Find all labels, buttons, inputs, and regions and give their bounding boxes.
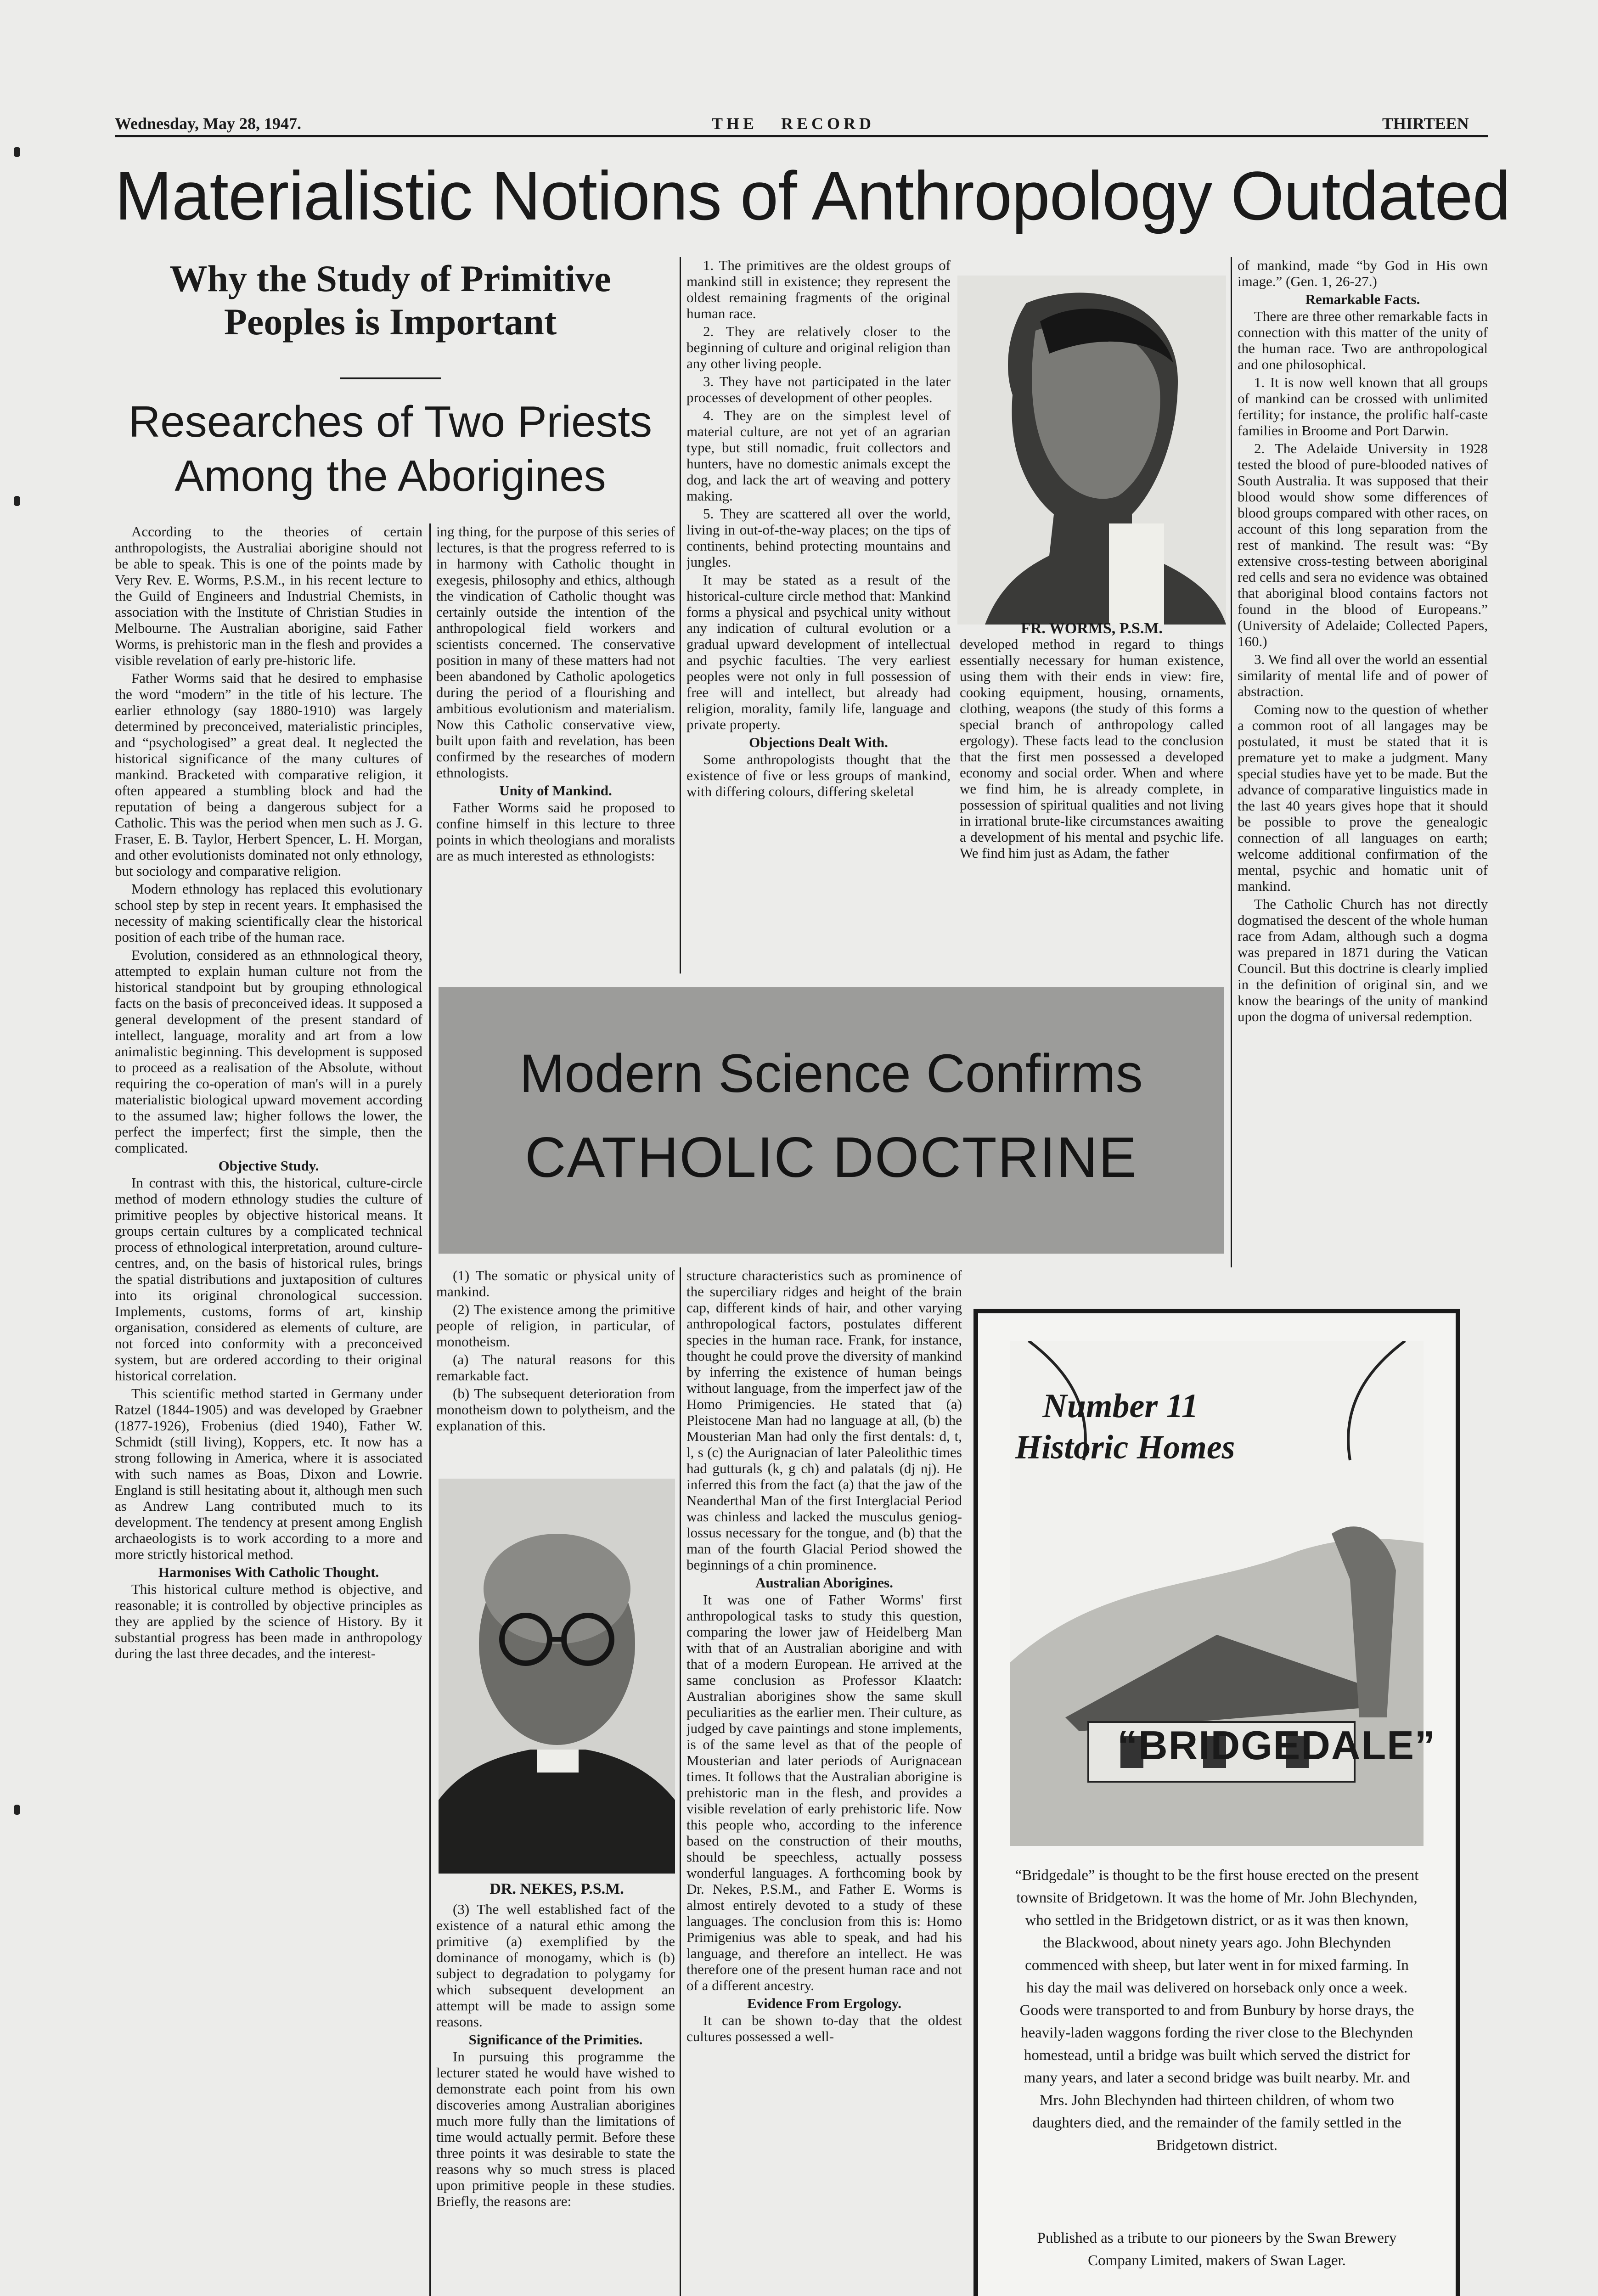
ad-footer-text: Published as a tribute to our pioneers by the Swan Brewery Company Limited, makers of Swan Lager. bbox=[1037, 2230, 1397, 2269]
paragraph: Father Worms said that he desired to emphasise the word “modern” in the title of his lecture. The earlier ethnology (say 1880-1910) was largely determined by preconceived, materialistic principles, and “psychologised” a great deal. It neglected the historical significance of the many cultures of mankind. Bracketed with comparative religion, it often appeared a stumbling block and had the reputation of being a dangerous subject for a Catholic. This was the period when men such as J. G. Fraser, E. B. Taylor, Herbert Spencer, L. H. Morgan, and other evolutionists dominated not only ethnology, but sociology and comparative religion. bbox=[115, 670, 422, 879]
paragraph: developed method in regard to things essentially necessary for human existence, using them with their ends in view: fire, cooking equipment, housing, ornaments, clothing, weapons (the study of this forms a special branch of anthropology called ergology). These facts lead to the conclusion that the first men possessed a developed economy and social order. When and where we find him, he is already complete, in possession of spiritual qualities and not living in irrational brute-like circumstances awaiting a development of his mental and psychic life. We find him just as Adam, the father bbox=[960, 636, 1224, 861]
paragraph: According to the theories of certain anthropologists, the Australiai aborigine should not be able to speak. This is one of the points made by Very Rev. E. Worms, P.S.M., in his recent lecture to the Guild of Engineers and Industrial Chemists, in association with the Institute of Christian Studies in Melbourne. The Australian aborigine, said Father Worms, is prehistoric man in the flesh and provides a visible revelation of early pre-historic life. bbox=[115, 523, 422, 668]
article-column-1 bbox=[115, 523, 422, 2296]
paragraph: (1) The somatic or physical unity of mankind. bbox=[436, 1267, 675, 1300]
paragraph: structure characteristics such as prominence of the superciliary ridges and height of the brain cap, different kinds of hair, and other varying anthropological factors, postulates different species in the human race. Frank, for instance, thought he could prove the diversity of mankind by inferring the existence of human beings without language, from the imperfect jaw of the Homo Primigencies. He stated that (a) Pleistocene Man had no language at all, (b) the Mousterian Man had only the first dentals: d, t, l, s (c) the Aurignacian of later Paleolithic times had gutturals (k, g ch) and palatals (dj nj). He inferred this from the fact (a) that the jaw of the Neanderthal Man of the first Interglacial Period was chinless and lacked the musculus genioglossus necessary for the tongue, and (b) that the man of the fourth Glacial Period showed the beginnings of a chin prominence. bbox=[686, 1267, 962, 1573]
column-rule bbox=[1231, 257, 1232, 1267]
section-heading: Unity of Mankind. bbox=[499, 782, 612, 799]
paragraph: In contrast with this, the historical, culture-circle method of modern ethnology studies the culture of primitive peoples by objective historical means. It groups certain cultures by a complicated technical process of ethnological interpretation, around culture-centres, and, on the basis of historical rules, brings the spatial distributions and juxtaposition of cultures into its original chronological succession. Implements, customs, forms of art, kinship organisation, considered as elements of culture, are not forced into conformity with a preconceived system, but are ordered according to their original historical correlation. bbox=[115, 1175, 422, 1384]
subhead-primary: Why the Study of Primitive Peoples is Important bbox=[169, 258, 611, 343]
paper-name: THE RECORD bbox=[712, 114, 875, 133]
ad-house-name: “BRIDGEDALE” bbox=[1117, 1722, 1436, 1768]
paragraph: 2. They are relatively closer to the beginning of culture and original religion than any other living people. bbox=[686, 323, 951, 371]
paragraph: ing thing, for the purpose of this series of lectures, is that the progress referred to is in harmony with Catholic thought in exegesis, philosophy and ethics, although the vindication of Catholic thought was certainly outside the intention of the anthropological field workers and scientists concerned. The conservative position in many of these matters had not been abandoned by Catholic apologetics during the period of a flourishing and ambitious evolutionism and materialism. Now this Catholic conservative view, built upon faith and revelation, has been confirmed by the researches of modern ethnologists. bbox=[436, 523, 675, 781]
article-column-7 bbox=[686, 1267, 962, 2296]
section-heading: Remarkable Facts. bbox=[1305, 291, 1420, 307]
paragraph: 3. They have not participated in the later processes of development of other peoples. bbox=[686, 373, 951, 405]
banner-box bbox=[439, 987, 1224, 1254]
subhead-secondary: Researches of Two Priests Among the Aborigines bbox=[128, 397, 653, 501]
paragraph: (a) The natural reasons for this remarkable fact. bbox=[436, 1351, 675, 1384]
section-heading: Significance of the Primities. bbox=[468, 2032, 643, 2048]
subhead-divider bbox=[340, 377, 441, 379]
margin-mark bbox=[14, 496, 20, 506]
ad-title-number: Number 11 bbox=[1042, 1387, 1198, 1425]
banner-line-1: Modern Science Confirms bbox=[519, 1043, 1143, 1104]
article-column-6b bbox=[436, 1901, 675, 2296]
margin-mark bbox=[14, 1805, 20, 1815]
banner-line-2: CATHOLIC DOCTRINE bbox=[525, 1126, 1137, 1189]
paragraph: (2) The existence among the primitive people of religion, in particular, of monotheism. bbox=[436, 1301, 675, 1350]
main-headline: Materialistic Notions of Anthropology Outdated bbox=[115, 157, 1511, 234]
paragraph: This historical culture method is objective, and reasonable; it is controlled by objective principles as they are applied by the science of History. By it substantial progress has been made in anthropology during the last three decades, and the interest- bbox=[115, 1581, 422, 1661]
paragraph: In pursuing this programme the lecturer stated he would have wished to demonstrate each point from his own discoveries among Australian aborigines much more fully than the limitations of time would actually permit. Before these three points it was desirable to state the reasons why so much stress is placed upon primitive people in these studies. Briefly, the reasons are: bbox=[436, 2048, 675, 2209]
portrait-worms-icon bbox=[957, 276, 1226, 625]
paragraph: Some anthropologists thought that the existence of five or less groups of mankind, with differing colours, differing skeletal bbox=[686, 751, 951, 799]
paragraph: It may be stated as a result of the historical-culture circle method that: Mankind forms a physical and psychical unity without any indication of cultural evolution or a gradual upward development of intellectual and psychic faculties. The very earliest peoples were not only in full possession of free will and intellect, but already had religion, morality, family life, language and private property. bbox=[686, 572, 951, 732]
paragraph: 5. They are scattered all over the world, living in out-of-the-way places; on the tips of continents, behind protecting mountains and jungles. bbox=[686, 506, 951, 570]
column-rule bbox=[429, 523, 431, 1267]
column-rule bbox=[429, 1267, 431, 2296]
portrait-nekes-icon bbox=[439, 1479, 675, 1874]
article-column-3 bbox=[686, 257, 951, 974]
section-heading: Evidence From Ergology. bbox=[747, 1995, 902, 2011]
article-column-5 bbox=[1238, 257, 1488, 1267]
photo-fr-worms bbox=[957, 276, 1226, 625]
paragraph: of mankind, made “by God in His own image.” (Gen. 1, 26-27.) bbox=[1238, 257, 1488, 289]
page-number: THIRTEEN bbox=[1382, 114, 1469, 133]
paragraph: The Catholic Church has not directly dogmatised the descent of the whole human race from Adam, although such a dogma was prepared in 1871 during the Vatican Council. But this doctrine is clearly implied in the definition of original sin, and we know the bearings of the unity of mankind upon the dogma of universal redemption. bbox=[1238, 896, 1488, 1024]
paragraph: 1. It is now well known that all groups of mankind can be crossed with unlimited fertility; for instance, the prolific half-caste families in Broome and Port Darwin. bbox=[1238, 374, 1488, 439]
ad-title-series: Historic Homes bbox=[1015, 1429, 1235, 1466]
paragraph: It can be shown to-day that the oldest cultures possessed a well- bbox=[686, 2012, 962, 2044]
section-heading: Objections Dealt With. bbox=[749, 734, 888, 750]
historic-homes-ad bbox=[973, 1309, 1460, 2296]
article-column-4 bbox=[960, 636, 1224, 974]
article-column-2 bbox=[436, 523, 675, 964]
section-heading: Objective Study. bbox=[218, 1158, 319, 1174]
paragraph: (3) The well established fact of the existence of a natural ethic among the primitive (a) exemplified by the dominance of monogamy, which is (b) subject to degradation to polygamy for which subsequent development an attempt will be made to assign some reasons. bbox=[436, 1901, 675, 2030]
paragraph: 4. They are on the simplest level of material culture, are not yet of an agrarian type, but still nomadic, fruit collectors and hunters, have no domestic animals except the dog, and lack the art of weaving and pottery making. bbox=[686, 407, 951, 504]
section-heading: Harmonises With Catholic Thought. bbox=[158, 1564, 379, 1580]
issue-date: Wednesday, May 28, 1947. bbox=[115, 114, 302, 133]
section-heading: Australian Aborigines. bbox=[755, 1575, 893, 1591]
article-column-6 bbox=[436, 1267, 675, 1460]
caption-dr-nekes: DR. NEKES, P.S.M. bbox=[490, 1880, 624, 1897]
photo-dr-nekes bbox=[439, 1479, 675, 1874]
paragraph: There are three other remarkable facts in connection with this matter of the unity of the human race. Two are anthropological and one philosophical. bbox=[1238, 308, 1488, 372]
column-rule bbox=[680, 1267, 681, 2296]
paragraph: It was one of Father Worms' first anthropological tasks to study this question, comparing the lower jaw of Heidelberg Man with that of an Australian aborigine and with that of a modern European. He arrived at the same conclusion as Professor Klaatch: Australian aborigines show the same skull peculiarities as the earlier men. Their culture, as judged by cave paintings and stone implements, is of the same level as that of the people of Mousterian and later periods of Aurignacean times. It follows that the Australian aborigine is prehistoric man in the flesh, and provides a visible revelation of early prehistoric life. Now this people who, according to the inference based on the construction of their mouths, should be speechless, actually possess wonderful languages. A forthcoming book by Dr. Nekes, P.S.M., and Father E. Worms is almost entirely devoted to a study of these languages. The conclusion from this is: Homo Primigenius was able to speak, and had his language, and therefore an intellect. He was therefore one of the present human race and not of a different ancestry. bbox=[686, 1592, 962, 1993]
paragraph: Modern ethnology has replaced this evolutionary school step by step in recent years. It emphasised the necessity of making scientifically clear the historical position of each tribe of the human race. bbox=[115, 881, 422, 945]
paragraph: Coming now to the question of whether a common root of all langages may be postulated, it must be stated that it is premature yet to make a judgment. Many special studies have yet to be made. But the advance of comparative linguistics made in the last 40 years gives hope that it should be possible to prove the genealogic connection of all languages on earth; welcome additional confirmation of the mental, psychic and homatic unit of mankind. bbox=[1238, 701, 1488, 894]
paragraph: Evolution, considered as an ethnnological theory, attempted to explain human culture not from the historical standpoint but by grouping ethnological facts on the basis of preconceived ideas. It supposed a general development of the present standard of intellect, language, morality and art from a low animalistic beginning. This development is supposed to proceed as a realisation of the Absolute, without requiring the co-operation of man's will in a purely materialistic biological upward movement according to the assumed law; higher follows the lower, the perfect the imperfect; first the simple, then the complicated. bbox=[115, 947, 422, 1156]
margin-mark bbox=[14, 147, 20, 157]
caption-fr-worms: FR. WORMS, P.S.M. bbox=[1021, 620, 1163, 637]
paragraph: 3. We find all over the world an essential similarity of mental life and of power of abstraction. bbox=[1238, 651, 1488, 699]
ad-body-text: “Bridgedale” is thought to be the first house erected on the present townsite of Bridgetown. It was the home of Mr. John Blechynden, who settled in the Bridgetown district, or as it was then known, the Blackwood, about ninety years ago. John Blechynden commenced with sheep, but later went in for mixed farming. In his day the mail was delivered on horseback only once a week. Goods were transported to and from Bunbury by horse drays, the heavily-laden waggons fording the river close to the Blechynden homestead, until a bridge was built which served the district for many years, and later a second bridge was built nearby. Mr. and Mrs. John Blechynden had thirteen children, of whom two daughters died, and the remainder of the family settled in the Bridgetown district. bbox=[1015, 1867, 1419, 2154]
column-rule bbox=[680, 257, 681, 974]
paragraph: 2. The Adelaide University in 1928 tested the blood of pure-blooded natives of South Australia. It was supposed that their blood would show some differences of blood groups compared with other races, on account of this long separation from the rest of mankind. The result was: “By extensive cross-testing between aboriginal red cells and sera no evidence was obtained that aboriginal blood contains factors not found in the blood of Europeans.” (University of Adelaide; Collected Papers, 160.) bbox=[1238, 440, 1488, 649]
paragraph: 1. The primitives are the oldest groups of mankind still in existence; they represent the oldest remaining fragments of the original human race. bbox=[686, 257, 951, 321]
paragraph: Father Worms said he proposed to confine himself in this lecture to three points in which theologians and moralists are as much interested as ethnologists: bbox=[436, 799, 675, 864]
paragraph: This scientific method started in Germany under Ratzel (1844-1905) and was developed by Graebner (1877-1926), Frobenius (died 1940), Father W. Schmidt (still living), Koppers, etc. It now has a strong following in America, where it is associated with such names as Boas, Dixon and Lowrie. England is still hesitating about it, although men such as Andrew Lang contributed much to its development. The tendency at present among English archaeologists is to work according to a more and more strictly historical method. bbox=[115, 1385, 422, 1562]
masthead-rule bbox=[115, 135, 1488, 137]
paragraph: (b) The subsequent deterioration from monotheism down to polytheism, and the explanation of this. bbox=[436, 1385, 675, 1434]
